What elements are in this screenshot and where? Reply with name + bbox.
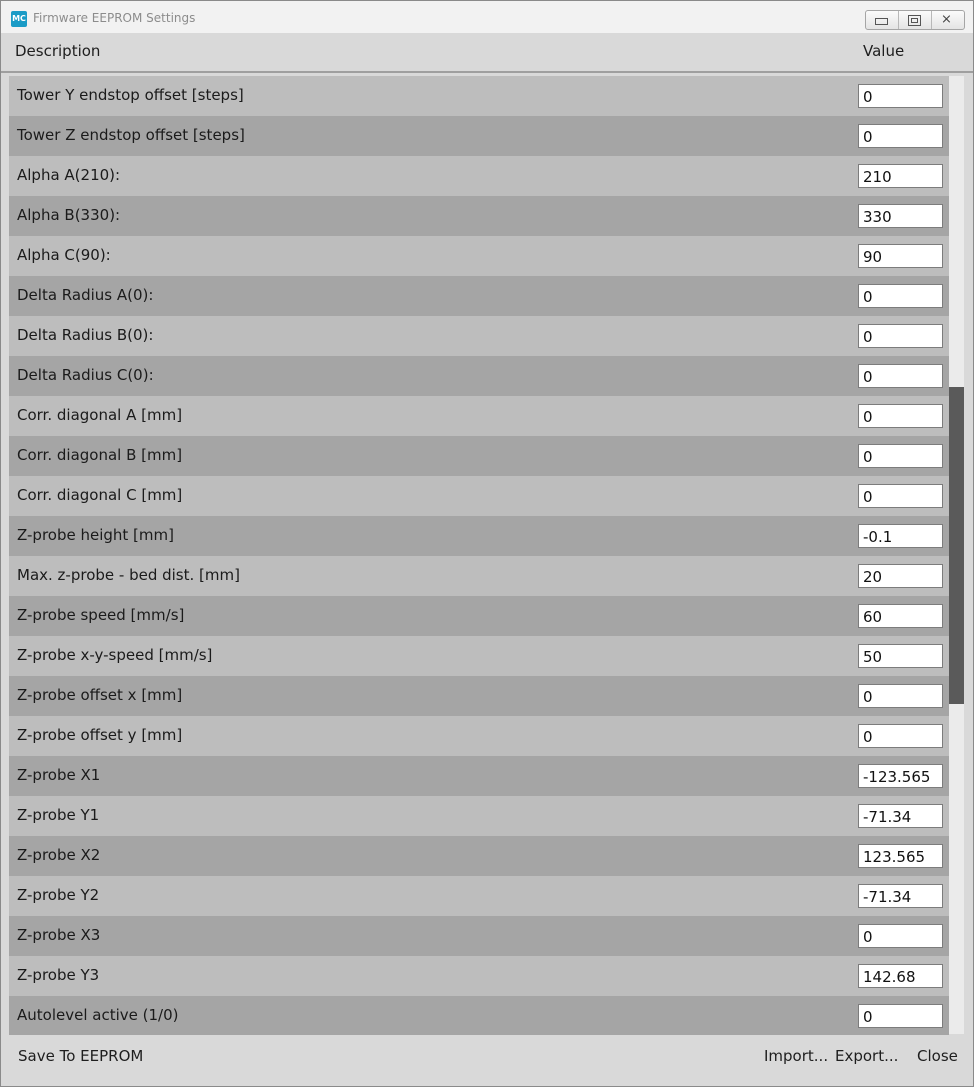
setting-value-input[interactable] bbox=[858, 684, 943, 708]
table-row bbox=[9, 156, 949, 196]
table-row bbox=[9, 396, 949, 436]
setting-description: Corr. diagonal A [mm] bbox=[17, 406, 183, 424]
setting-value-input[interactable] bbox=[858, 284, 943, 308]
table-row bbox=[9, 756, 949, 796]
setting-description: Z-probe Y1 bbox=[17, 806, 100, 824]
scrollbar-thumb[interactable] bbox=[949, 387, 964, 704]
table-row bbox=[9, 596, 949, 636]
setting-value-input[interactable] bbox=[858, 724, 943, 748]
setting-value-input[interactable] bbox=[858, 484, 943, 508]
window-title: Firmware EEPROM Settings bbox=[33, 11, 196, 25]
footer-bar bbox=[1, 1035, 973, 1085]
table-row bbox=[9, 676, 949, 716]
table-row bbox=[9, 276, 949, 316]
settings-table bbox=[9, 76, 949, 1036]
value-column-header[interactable]: Value bbox=[863, 42, 905, 60]
description-column-header[interactable]: Description bbox=[15, 42, 101, 60]
setting-description: Tower Z endstop offset [steps] bbox=[17, 126, 245, 144]
setting-description: Corr. diagonal C [mm] bbox=[17, 486, 183, 504]
setting-value-input[interactable] bbox=[858, 124, 943, 148]
minimize-button[interactable] bbox=[866, 11, 899, 29]
minimize-icon bbox=[875, 18, 888, 25]
setting-value-input[interactable] bbox=[858, 884, 943, 908]
close-button[interactable]: Close bbox=[917, 1047, 958, 1065]
setting-description: Z-probe height [mm] bbox=[17, 526, 174, 544]
table-row bbox=[9, 356, 949, 396]
table-row bbox=[9, 116, 949, 156]
setting-description: Delta Radius B(0): bbox=[17, 326, 154, 344]
table-header bbox=[1, 33, 973, 73]
setting-value-input[interactable] bbox=[858, 244, 943, 268]
table-row bbox=[9, 956, 949, 996]
setting-description: Alpha B(330): bbox=[17, 206, 121, 224]
table-row bbox=[9, 236, 949, 276]
setting-description: Delta Radius C(0): bbox=[17, 366, 154, 384]
setting-value-input[interactable] bbox=[858, 204, 943, 228]
setting-description: Max. z-probe - bed dist. [mm] bbox=[17, 566, 240, 584]
setting-value-input[interactable] bbox=[858, 444, 943, 468]
setting-description: Z-probe offset x [mm] bbox=[17, 686, 183, 704]
setting-value-input[interactable] bbox=[858, 644, 943, 668]
table-row bbox=[9, 876, 949, 916]
table-row bbox=[9, 76, 949, 116]
close-icon: ⨯ bbox=[941, 12, 952, 27]
table-row bbox=[9, 556, 949, 596]
setting-description: Z-probe x-y-speed [mm/s] bbox=[17, 646, 213, 664]
setting-description: Z-probe X2 bbox=[17, 846, 101, 864]
setting-value-input[interactable] bbox=[858, 964, 943, 988]
setting-description: Z-probe Y3 bbox=[17, 966, 100, 984]
table-row bbox=[9, 996, 949, 1036]
maximize-button[interactable] bbox=[899, 11, 932, 29]
import-button[interactable]: Import... bbox=[764, 1047, 829, 1065]
setting-value-input[interactable] bbox=[858, 524, 943, 548]
setting-value-input[interactable] bbox=[858, 84, 943, 108]
save-to-eeprom-button[interactable]: Save To EEPROM bbox=[18, 1047, 144, 1065]
setting-description: Autolevel active (1/0) bbox=[17, 1006, 179, 1024]
table-row bbox=[9, 636, 949, 676]
setting-value-input[interactable] bbox=[858, 564, 943, 588]
setting-description: Tower Y endstop offset [steps] bbox=[17, 86, 244, 104]
table-row bbox=[9, 836, 949, 876]
table-row bbox=[9, 476, 949, 516]
setting-description: Z-probe X1 bbox=[17, 766, 101, 784]
setting-value-input[interactable] bbox=[858, 1004, 943, 1028]
setting-value-input[interactable] bbox=[858, 404, 943, 428]
table-row bbox=[9, 796, 949, 836]
table-row bbox=[9, 316, 949, 356]
vertical-scrollbar[interactable] bbox=[949, 76, 964, 1034]
export-button[interactable]: Export... bbox=[835, 1047, 899, 1065]
title-bar bbox=[1, 1, 973, 37]
setting-value-input[interactable] bbox=[858, 764, 943, 788]
setting-description: Corr. diagonal B [mm] bbox=[17, 446, 183, 464]
setting-description: Alpha A(210): bbox=[17, 166, 121, 184]
setting-description: Z-probe Y2 bbox=[17, 886, 100, 904]
restore-icon bbox=[908, 15, 921, 26]
setting-description: Z-probe X3 bbox=[17, 926, 101, 944]
setting-description: Delta Radius A(0): bbox=[17, 286, 154, 304]
setting-description: Z-probe offset y [mm] bbox=[17, 726, 183, 744]
table-row bbox=[9, 436, 949, 476]
setting-value-input[interactable] bbox=[858, 844, 943, 868]
setting-value-input[interactable] bbox=[858, 324, 943, 348]
app-logo-icon: MC bbox=[11, 11, 27, 27]
window-controls bbox=[865, 10, 965, 30]
table-row bbox=[9, 196, 949, 236]
setting-value-input[interactable] bbox=[858, 924, 943, 948]
setting-value-input[interactable] bbox=[858, 164, 943, 188]
setting-value-input[interactable] bbox=[858, 364, 943, 388]
setting-description: Z-probe speed [mm/s] bbox=[17, 606, 185, 624]
table-row bbox=[9, 516, 949, 556]
table-row bbox=[9, 716, 949, 756]
window-close-button[interactable] bbox=[932, 11, 964, 29]
setting-description: Alpha C(90): bbox=[17, 246, 111, 264]
table-row bbox=[9, 916, 949, 956]
setting-value-input[interactable] bbox=[858, 804, 943, 828]
setting-value-input[interactable] bbox=[858, 604, 943, 628]
